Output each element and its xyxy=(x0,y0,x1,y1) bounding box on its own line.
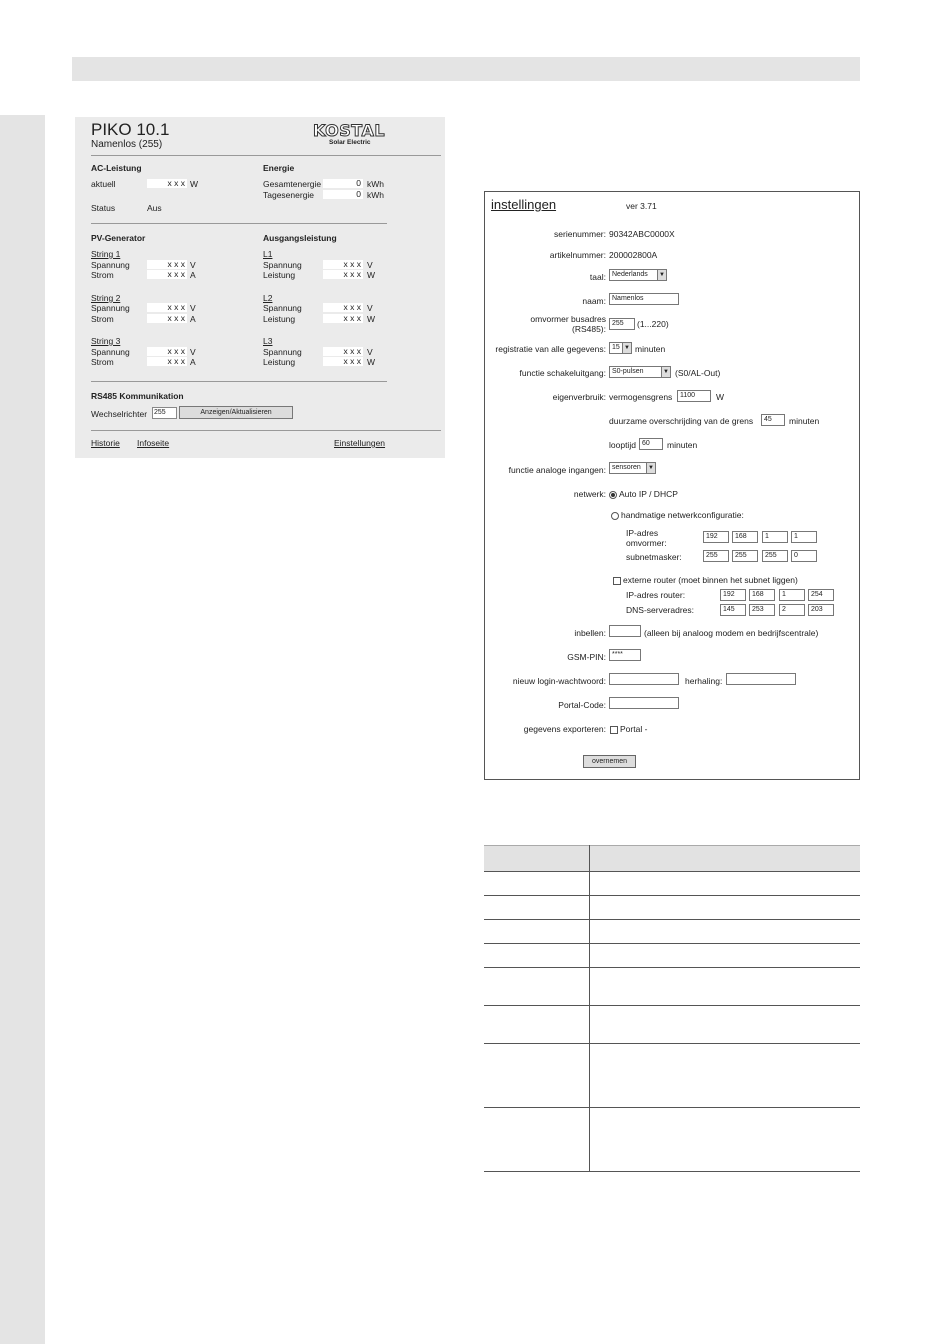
taal-label: taal: xyxy=(589,272,606,282)
ausgang-heading: Ausgangsleistung xyxy=(263,233,337,243)
string-1-spannung-value: x x x xyxy=(147,260,187,269)
ip-omvormer-octet-3[interactable]: 1 xyxy=(762,531,788,543)
table-cell xyxy=(590,968,861,1006)
looptijd-label: looptijd xyxy=(609,440,636,450)
handmatige-option[interactable] xyxy=(611,510,744,520)
ac-status-label: Status xyxy=(91,203,116,213)
divider xyxy=(91,155,441,156)
string-1-strom-unit: A xyxy=(190,270,196,280)
anzeigen-button[interactable]: Anzeigen/Aktualisieren xyxy=(179,406,293,419)
busadres-label-line-2: (RS485): xyxy=(571,324,606,334)
wechselrichter-input[interactable]: 255 xyxy=(152,407,177,419)
herhaling-label: herhaling: xyxy=(685,676,723,686)
portal-code-label: Portal-Code: xyxy=(558,700,606,710)
ac-aktuell-label: aktuell xyxy=(91,179,116,189)
ip-omvormer-octet-1[interactable]: 192 xyxy=(703,531,729,543)
string-2-strom-label: Strom xyxy=(91,314,114,324)
duurzame-unit: minuten xyxy=(789,416,820,426)
exporteren-value: Portal - xyxy=(620,724,648,734)
l1-spannung-unit: V xyxy=(367,260,373,270)
l2-spannung-label: Spannung xyxy=(263,303,302,313)
string-3-label: String 3 xyxy=(91,336,121,346)
inbellen-label: inbellen: xyxy=(574,628,606,638)
divider xyxy=(91,223,387,224)
subnet-octet-3[interactable]: 255 xyxy=(762,550,788,562)
analoge-value: sensoren xyxy=(612,464,641,471)
subnet-octet-2[interactable]: 255 xyxy=(732,550,758,562)
string-3-spannung-label: Spannung xyxy=(91,347,130,357)
subnet-octet-4[interactable]: 0 xyxy=(791,550,817,562)
energie-heading: Energie xyxy=(263,163,295,173)
l3-label: L3 xyxy=(263,336,273,346)
schakeluitgang-hint: (S0/AL-Out) xyxy=(675,368,721,378)
overnemen-button[interactable]: overnemen xyxy=(583,755,636,768)
chevron-down-icon: ▼ xyxy=(661,367,670,377)
l3-spannung-label: Spannung xyxy=(263,347,302,357)
looptijd-input[interactable]: 60 xyxy=(639,438,663,450)
page-sidebar-band xyxy=(0,115,45,1344)
tages-value: 0 xyxy=(323,190,363,199)
dns-octet-3[interactable]: 2 xyxy=(779,604,805,616)
dns-octet-4[interactable]: 203 xyxy=(808,604,834,616)
table-header-row xyxy=(484,846,860,872)
table-row xyxy=(484,920,860,944)
string-2-spannung-value: x x x xyxy=(147,303,187,312)
artikelnummer-value: 200002800A xyxy=(609,250,658,260)
externe-router-option[interactable] xyxy=(613,575,798,585)
divider xyxy=(91,430,441,431)
ac-aktuell-value: x x x xyxy=(147,179,187,188)
ip-omvormer-octet-2[interactable]: 168 xyxy=(732,531,758,543)
kostal-logo-sub: Solar Electric xyxy=(329,139,371,146)
portal-code-input[interactable] xyxy=(609,697,679,709)
vermogensgrens-label: vermogensgrens xyxy=(609,392,673,402)
chevron-down-icon: ▼ xyxy=(657,270,666,280)
subnet-octet-1[interactable]: 255 xyxy=(703,550,729,562)
ac-status-value: Aus xyxy=(147,203,162,213)
auto-ip-option[interactable] xyxy=(609,489,678,499)
string-3-strom-value: x x x xyxy=(147,357,187,366)
l3-leistung-value: x x x xyxy=(323,357,363,366)
auto-ip-label: Auto IP / DHCP xyxy=(619,489,678,499)
table-cell xyxy=(484,872,590,896)
l1-label: L1 xyxy=(263,249,273,259)
table-cell xyxy=(590,872,861,896)
version-text: ver 3.71 xyxy=(626,201,657,211)
duurzame-input[interactable]: 45 xyxy=(761,414,785,426)
table-row xyxy=(484,872,860,896)
radio-selected-icon[interactable] xyxy=(609,491,617,499)
l2-spannung-value: x x x xyxy=(323,303,363,312)
busadres-input[interactable]: 255 xyxy=(609,318,635,330)
ip-router-octet-4[interactable]: 254 xyxy=(808,589,834,601)
eigenverbruik-label: eigenverbruik: xyxy=(552,392,606,402)
vermogensgrens-input[interactable]: 1100 xyxy=(677,390,711,402)
l2-leistung-label: Leistung xyxy=(263,314,296,324)
piko-subtitle: Namenlos (255) xyxy=(91,139,163,150)
table-cell xyxy=(590,944,861,968)
dns-octet-1[interactable]: 145 xyxy=(720,604,746,616)
wachtwoord-input[interactable] xyxy=(609,673,679,685)
ip-router-label: IP-adres router: xyxy=(626,590,686,600)
table-cell xyxy=(590,1108,861,1172)
tages-label: Tagesenergie xyxy=(263,190,315,200)
table-row xyxy=(484,896,860,920)
subnet-label: subnetmasker: xyxy=(626,552,682,562)
string-3-spannung-value: x x x xyxy=(147,347,187,356)
table-cell xyxy=(590,1006,861,1044)
table-cell xyxy=(590,920,861,944)
ip-omvormer-label-line-2: omvormer: xyxy=(626,538,667,548)
string-1-label: String 1 xyxy=(91,249,121,259)
exporteren-label: gegevens exporteren: xyxy=(523,724,606,734)
pv-heading: PV-Generator xyxy=(91,233,146,243)
handmatige-label: handmatige netwerkconfiguratie: xyxy=(621,510,744,520)
string-3-strom-unit: A xyxy=(190,357,196,367)
taal-value: Nederlands xyxy=(612,271,648,278)
l1-spannung-value: x x x xyxy=(323,260,363,269)
ac-aktuell-unit: W xyxy=(190,179,199,189)
analoge-label: functie analoge ingangen: xyxy=(508,465,606,475)
ip-router-octet-1[interactable]: 192 xyxy=(720,589,746,601)
table-row xyxy=(484,1108,860,1172)
taal-select[interactable] xyxy=(609,269,667,281)
divider xyxy=(91,381,387,382)
exporteren-option[interactable] xyxy=(610,724,647,734)
schakeluitgang-label: functie schakeluitgang: xyxy=(519,368,606,378)
ip-omvormer-label xyxy=(626,528,667,548)
table-cell xyxy=(484,896,590,920)
l2-leistung-unit: W xyxy=(367,314,376,324)
registratie-unit: minuten xyxy=(635,344,666,354)
naam-input[interactable]: Namenlos xyxy=(609,293,679,305)
l1-leistung-unit: W xyxy=(367,270,376,280)
string-1-strom-value: x x x xyxy=(147,270,187,279)
table-cell xyxy=(484,968,590,1006)
instellingen-title: instellingen xyxy=(491,197,557,212)
historie-link[interactable]: Historie xyxy=(91,438,120,448)
ip-router-octet-2[interactable]: 168 xyxy=(749,589,775,601)
table-cell xyxy=(484,1044,590,1108)
string-1-spannung-unit: V xyxy=(190,260,196,270)
l2-spannung-unit: V xyxy=(367,303,373,313)
busadres-label-line-1: omvormer busadres xyxy=(530,314,606,324)
l1-leistung-value: x x x xyxy=(323,270,363,279)
gesamt-label: Gesamtenergie xyxy=(263,179,322,189)
externe-router-label: externe router (moet binnen het subnet liggen) xyxy=(623,575,798,585)
l2-label: L2 xyxy=(263,293,273,303)
l2-leistung-value: x x x xyxy=(323,314,363,323)
l3-spannung-unit: V xyxy=(367,347,373,357)
gesamt-value: 0 xyxy=(323,179,363,188)
piko-overview-panel xyxy=(75,117,445,458)
inbellen-input[interactable] xyxy=(609,625,641,637)
string-2-strom-value: x x x xyxy=(147,314,187,323)
rs485-heading: RS485 Kommunikation xyxy=(91,391,184,401)
table-row xyxy=(484,1044,860,1108)
string-2-spannung-label: Spannung xyxy=(91,303,130,313)
table-header-cell xyxy=(484,846,590,872)
chevron-down-icon: ▼ xyxy=(622,343,631,353)
table-cell xyxy=(484,1108,590,1172)
table-cell xyxy=(590,896,861,920)
ac-heading: AC-Leistung xyxy=(91,163,142,173)
duurzame-label: duurzame overschrijding van de grens xyxy=(609,416,754,426)
l3-leistung-unit: W xyxy=(367,357,376,367)
checkbox-icon[interactable] xyxy=(610,726,618,734)
string-1-strom-label: Strom xyxy=(91,270,114,280)
serienummer-value: 90342ABC0000X xyxy=(609,229,675,239)
table-header-cell xyxy=(590,846,861,872)
tages-unit: kWh xyxy=(367,190,384,200)
registratie-select[interactable] xyxy=(609,342,632,354)
ip-omvormer-label-line-1: IP-adres xyxy=(626,528,659,538)
table-cell xyxy=(484,944,590,968)
vermogensgrens-unit: W xyxy=(716,392,725,402)
artikelnummer-label: artikelnummer: xyxy=(549,250,606,260)
ip-omvormer-octet-4[interactable]: 1 xyxy=(791,531,817,543)
busadres-label xyxy=(530,314,606,334)
einstellungen-link[interactable]: Einstellungen xyxy=(334,438,386,448)
gsm-input[interactable]: **** xyxy=(609,649,641,661)
looptijd-unit: minuten xyxy=(667,440,698,450)
page-header-band xyxy=(72,57,860,81)
radio-icon[interactable] xyxy=(611,512,619,520)
chevron-down-icon: ▼ xyxy=(646,463,655,473)
string-3-strom-label: Strom xyxy=(91,357,114,367)
instellingen-panel xyxy=(484,191,860,780)
table-row xyxy=(484,968,860,1006)
analoge-select[interactable] xyxy=(609,462,656,474)
schakeluitgang-select[interactable] xyxy=(609,366,671,378)
gesamt-unit: kWh xyxy=(367,179,384,189)
l3-spannung-value: x x x xyxy=(323,347,363,356)
table-row xyxy=(484,1006,860,1044)
infoseite-link[interactable]: Infoseite xyxy=(137,438,170,448)
piko-title: PIKO 10.1 xyxy=(91,120,170,139)
netwerk-label: netwerk: xyxy=(573,489,606,499)
dns-octet-2[interactable]: 253 xyxy=(749,604,775,616)
wechselrichter-label: Wechselrichter xyxy=(91,409,148,419)
herhaling-input[interactable] xyxy=(726,673,796,685)
registratie-label: registratie van alle gegevens: xyxy=(495,344,606,354)
busadres-range: (1...220) xyxy=(637,319,669,329)
table-cell xyxy=(484,920,590,944)
checkbox-icon[interactable] xyxy=(613,577,621,585)
table-cell xyxy=(484,1006,590,1044)
gsm-label: GSM-PIN: xyxy=(567,652,606,662)
string-2-spannung-unit: V xyxy=(190,303,196,313)
dns-label: DNS-serveradres: xyxy=(626,605,695,615)
inbellen-hint: (alleen bij analoog modem en bedrijfscentrale) xyxy=(644,628,819,638)
table-cell xyxy=(590,1044,861,1108)
ip-router-octet-3[interactable]: 1 xyxy=(779,589,805,601)
registratie-value: 15 xyxy=(612,344,620,351)
string-2-strom-unit: A xyxy=(190,314,196,324)
string-3-spannung-unit: V xyxy=(190,347,196,357)
naam-label: naam: xyxy=(582,296,606,306)
string-2-label: String 2 xyxy=(91,293,121,303)
schakeluitgang-value: S0-pulsen xyxy=(612,368,644,375)
string-1-spannung-label: Spannung xyxy=(91,260,130,270)
l3-leistung-label: Leistung xyxy=(263,357,296,367)
l1-spannung-label: Spannung xyxy=(263,260,302,270)
serienummer-label: serienummer: xyxy=(554,229,606,239)
l1-leistung-label: Leistung xyxy=(263,270,296,280)
kostal-logo: KOSTAL xyxy=(313,121,386,140)
empty-table xyxy=(484,845,860,1172)
wachtwoord-label: nieuw login-wachtwoord: xyxy=(512,676,606,686)
table-row xyxy=(484,944,860,968)
